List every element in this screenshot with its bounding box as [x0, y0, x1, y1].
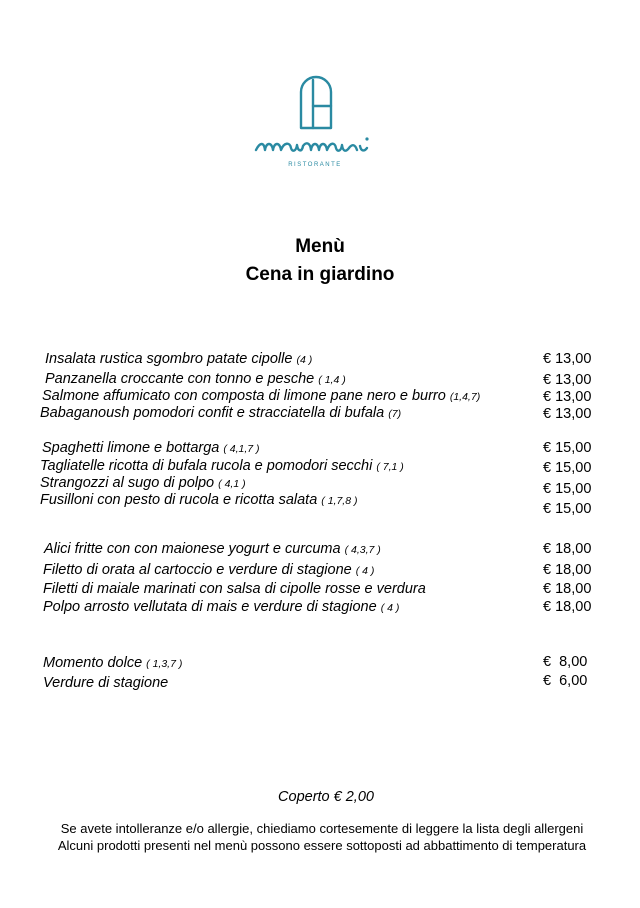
item-name: Salmone affumicato con composta di limone pane nero e burro — [42, 388, 450, 404]
menu-item — [43, 581, 426, 597]
item-name: Panzanella croccante con tonno e pesche — [45, 371, 319, 387]
logo-graphic — [250, 72, 380, 164]
item-name: Alici fritte con con maionese yogurt e curcuma — [44, 541, 345, 557]
item-allergens: ( 4 ) — [355, 565, 375, 577]
item-price: € 15,00 — [543, 501, 592, 517]
item-name: Filetti di maiale marinati con salsa di cipolle rosse e verdura — [43, 581, 426, 597]
item-allergens: (7) — [388, 408, 402, 420]
menu-title: Menù — [295, 236, 345, 257]
menu-item — [40, 492, 357, 508]
item-name: Spaghetti limone e bottarga — [42, 440, 224, 456]
item-price: € 8,00 — [543, 654, 588, 670]
menu-item — [42, 388, 480, 404]
item-price: € 18,00 — [543, 599, 592, 615]
menu-item — [40, 475, 246, 491]
item-allergens: (4 ) — [296, 354, 313, 366]
menu-item — [43, 562, 374, 578]
item-price: € 18,00 — [543, 562, 592, 578]
menu-item — [45, 351, 312, 367]
menu-item — [43, 655, 182, 671]
allergy-note: Se avete intolleranze e/o allergie, chiediamo cortesemente di leggere la lista degli allergeni — [60, 821, 584, 836]
item-price: € 13,00 — [543, 389, 592, 405]
menu-subtitle: Cena in giardino — [245, 264, 395, 285]
temperature-note: Alcuni prodotti presenti nel menù possono essere sottoposti ad abbattimento di temperatura — [57, 838, 587, 853]
item-name: Strangozzi al sugo di polpo — [40, 475, 219, 491]
item-price: € 15,00 — [543, 460, 592, 476]
menu-item — [40, 405, 401, 421]
item-name: Fusilloni con pesto di rucola e ricotta salata — [40, 492, 322, 508]
item-name: Insalata rustica sgombro patate cipolle — [45, 351, 297, 367]
item-name: Filetto di orata al cartoccio e verdure di stagione — [43, 562, 356, 578]
item-allergens: ( 1,7,8 ) — [321, 495, 358, 507]
item-allergens: (1,4,7) — [449, 391, 481, 403]
item-price: € 13,00 — [543, 406, 592, 422]
item-price: € 15,00 — [543, 481, 592, 497]
item-name: Babaganoush pomodori confit e stracciatella di bufala — [40, 405, 389, 421]
item-allergens: ( 4 ) — [380, 602, 400, 614]
item-allergens: ( 7,1 ) — [376, 461, 404, 473]
menu-item — [45, 371, 346, 387]
item-allergens: ( 1,3,7 ) — [146, 658, 183, 670]
restaurant-logo — [250, 72, 380, 172]
item-allergens: ( 4,3,7 ) — [344, 544, 381, 556]
item-price: € 15,00 — [543, 440, 592, 456]
item-name: Polpo arrosto vellutata di mais e verdure di stagione — [43, 599, 381, 615]
cover-charge: Coperto € 2,00 — [278, 789, 374, 805]
item-name: Tagliatelle ricotta di bufala rucola e pomodori secchi — [40, 458, 377, 474]
item-price: € 13,00 — [543, 372, 592, 388]
menu-item — [44, 541, 381, 557]
logo-subtitle: RISTORANTE — [288, 162, 342, 168]
item-allergens: ( 4,1 ) — [218, 478, 246, 490]
item-price: € 18,00 — [543, 581, 592, 597]
menu-item — [43, 675, 168, 691]
menu-item — [43, 599, 399, 615]
item-price: € 6,00 — [543, 673, 588, 689]
menu-item — [40, 458, 404, 474]
item-price: € 13,00 — [543, 351, 592, 367]
menu-item — [42, 440, 260, 456]
item-name: Momento dolce — [43, 655, 147, 671]
item-price: € 18,00 — [543, 541, 592, 557]
item-name: Verdure di stagione — [43, 675, 169, 691]
item-allergens: ( 1,4 ) — [318, 374, 346, 386]
item-allergens: ( 4,1,7 ) — [223, 443, 260, 455]
